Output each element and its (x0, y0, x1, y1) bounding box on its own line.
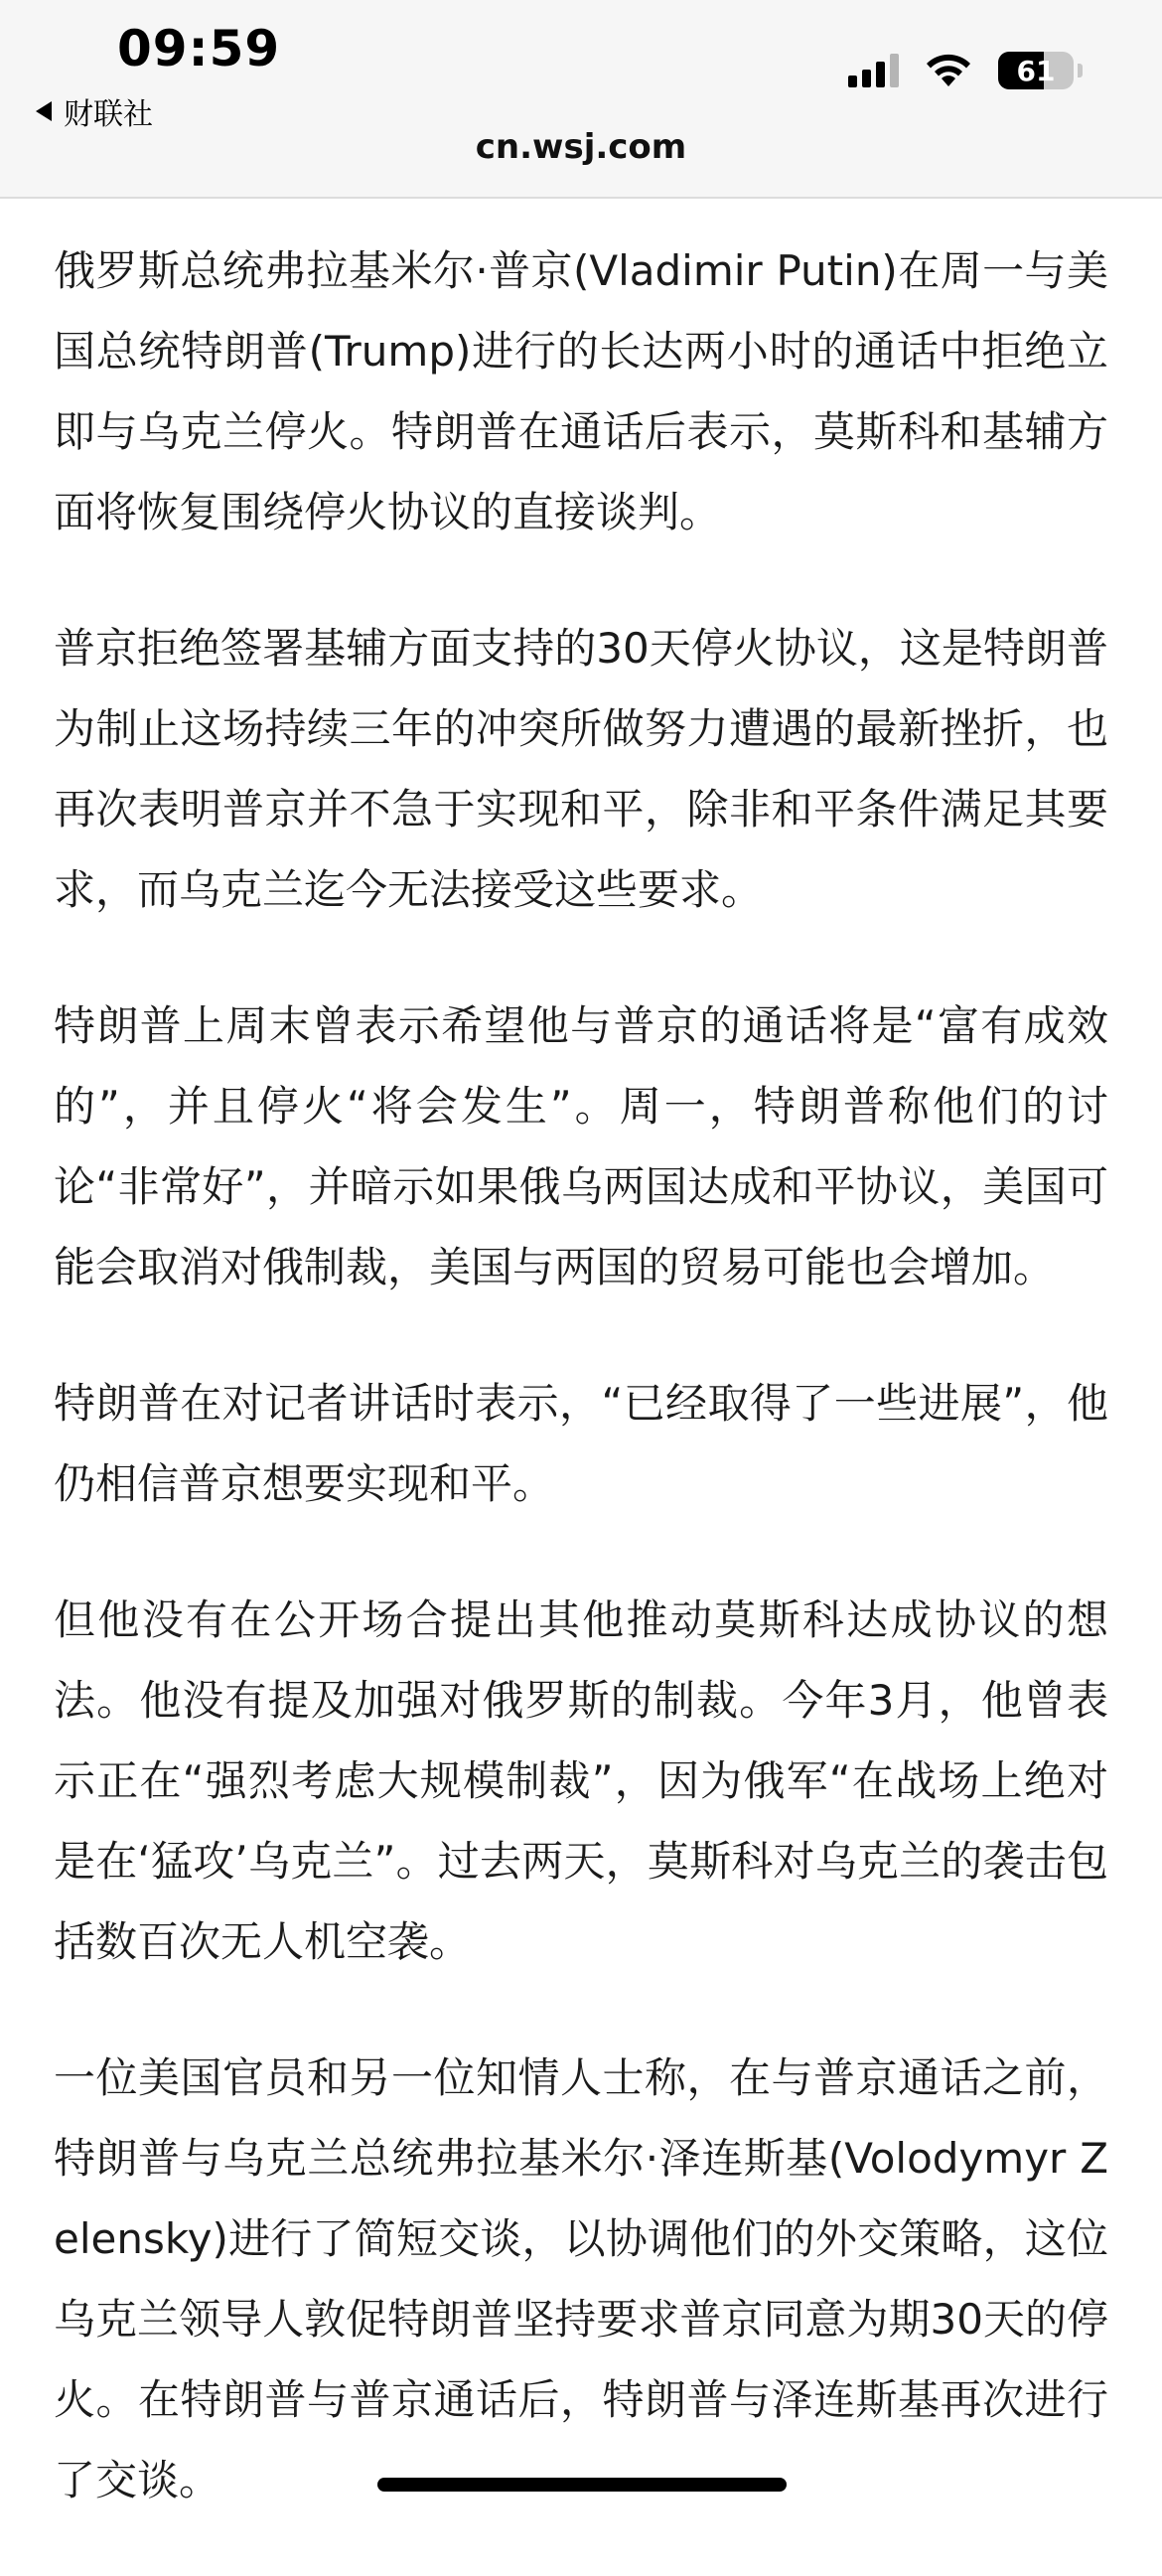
back-app-label: 财联社 (64, 97, 153, 132)
article-paragraph: 特朗普在对记者讲话时表示，“已经取得了一些进展”，他仍相信普京想要实现和平。 (54, 1379, 1108, 1508)
browser-top-bar (0, 0, 1162, 199)
article-paragraph: 但他没有在公开场合提出其他推动莫斯科达成协议的想法。他没有提及加强对俄罗斯的制裁。今年3月，他曾表示正在“强烈考虑大规模制裁”，因为俄军“在战场上绝对是在‘猛攻’乌克兰”。过去两天，莫斯科对乌克兰的袭击包括数百次无人机空袭。 (54, 1595, 1108, 1966)
status-time: 09:59 (117, 20, 281, 77)
cellular-signal-icon (848, 54, 899, 87)
status-icons (848, 52, 1083, 89)
wifi-icon (925, 53, 972, 88)
battery-tip (1078, 64, 1083, 77)
article-paragraph: 俄罗斯总统弗拉基米尔·普京(Vladimir Putin)在周一与美国总统特朗普(Trump)进行的长达两小时的通话中拒绝立即与乌克兰停火。特朗普在通话后表示，莫斯科和基辅方面将恢复围绕停火协议的直接谈判。 (54, 246, 1108, 536)
address-bar-url[interactable]: cn.wsj.com (475, 127, 687, 167)
back-arrow-icon (36, 101, 52, 121)
article-paragraph: 一位美国官员和另一位知情人士称，在与普京通话之前，特朗普与乌克兰总统弗拉基米尔·泽连斯基(Volodymyr Zelensky)进行了简短交谈，以协调他们的外交策略，这位乌克兰领导人敦促特朗普坚持要求普京同意为期30天的停火。在特朗普与普京通话后，特朗普与泽连斯基再次进行了交谈。 (54, 2053, 1108, 2504)
home-indicator[interactable] (377, 2478, 787, 2492)
article-body (54, 230, 1108, 2576)
battery-icon (998, 52, 1074, 89)
article-paragraph: 特朗普上周末曾表示希望他与普京的通话将是“富有成效的”，并且停火“将会发生”。周一，特朗普称他们的讨论“非常好”，并暗示如果俄乌两国达成和平协议，美国可能会取消对俄制裁，美国与两国的贸易可能也会增加。 (54, 1001, 1108, 1291)
battery-level: 61 (1016, 54, 1056, 87)
article-paragraph: 普京拒绝签署基辅方面支持的30天停火协议，这是特朗普为制止这场持续三年的冲突所做努力遭遇的最新挫折，也再次表明普京并不急于实现和平，除非和平条件满足其要求，而乌克兰迄今无法接受这些要求。 (54, 624, 1108, 914)
